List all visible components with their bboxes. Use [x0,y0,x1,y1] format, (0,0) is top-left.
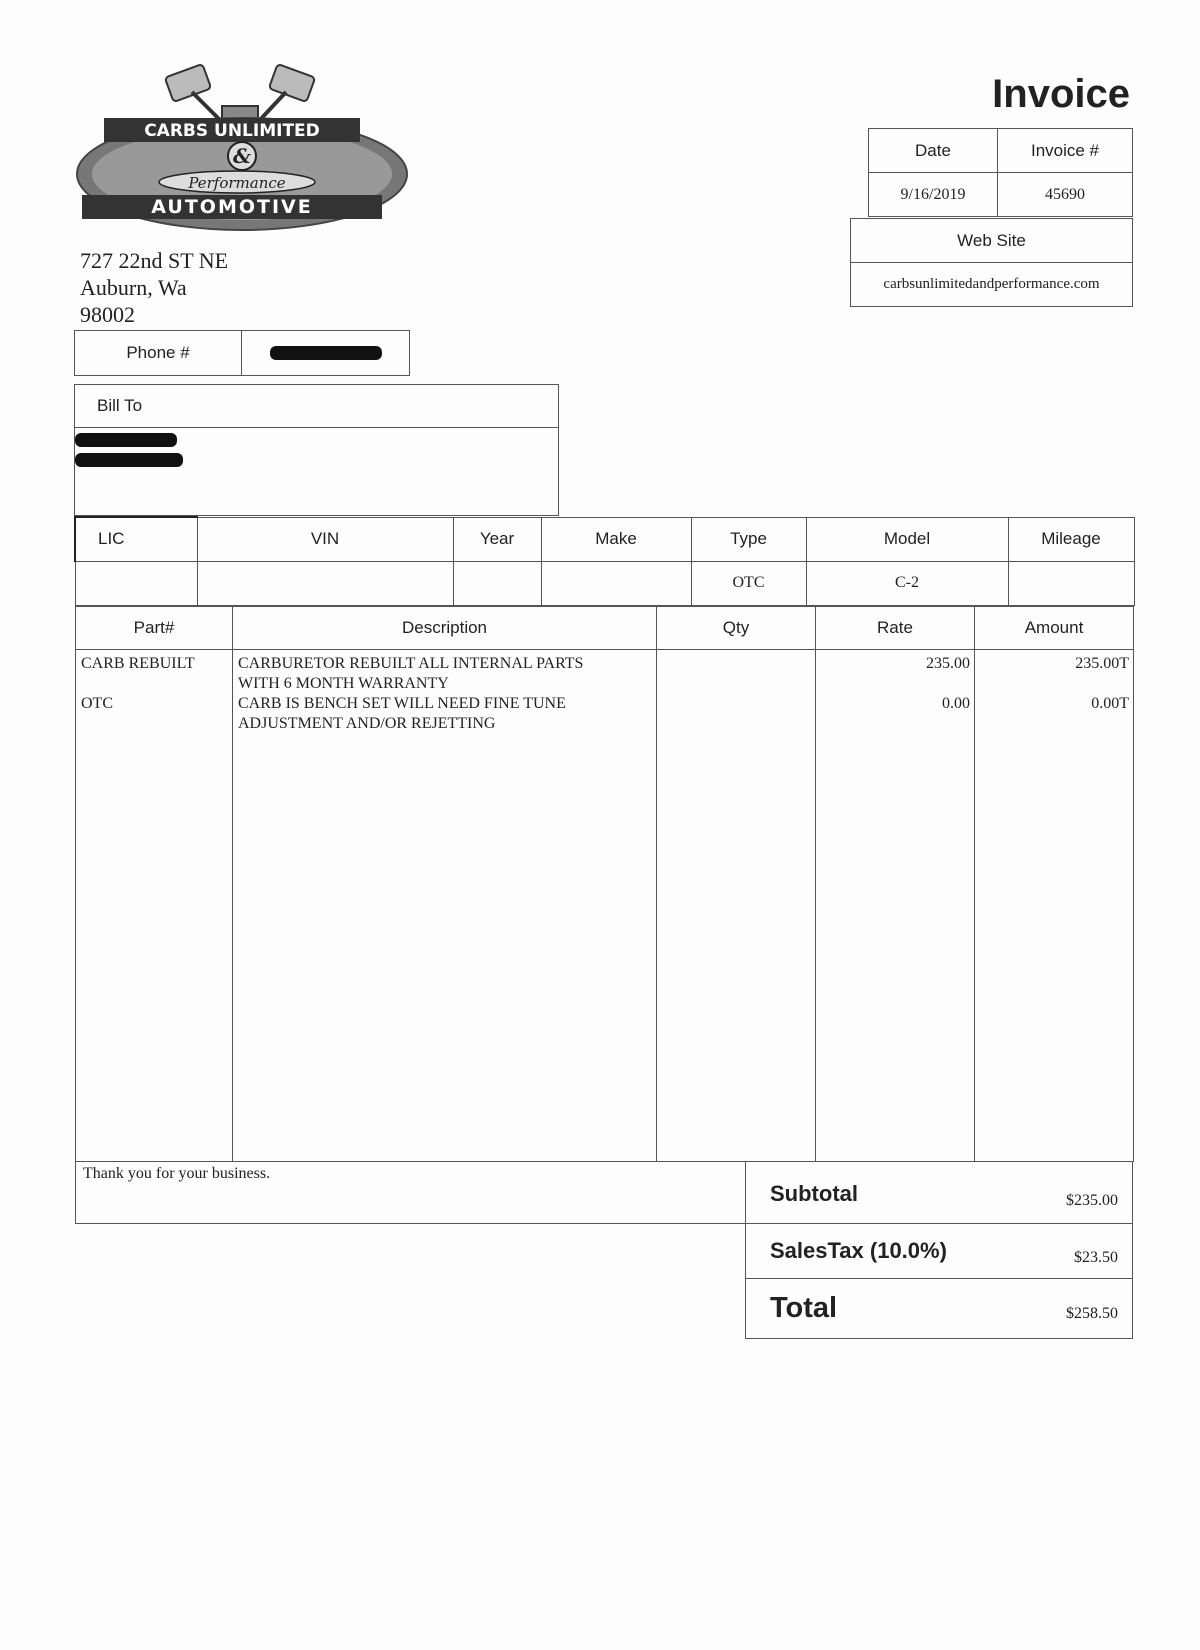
items-amount-column [975,650,1134,1162]
item-qty [662,694,811,734]
total-row [746,1278,1132,1340]
subtotal-label: Subtotal [770,1181,858,1206]
logo-line1: CARBS UNLIMITED [144,121,320,141]
vehicle-lic [75,561,197,605]
sales-tax-row [746,1223,1132,1279]
bill-to-label: Bill To [75,385,558,428]
items-part-column [76,650,233,1162]
company-logo [72,62,412,242]
redacted-phone [270,346,382,360]
items-description-column [233,650,657,1162]
website-label: Web Site [851,219,1133,263]
item-description: ADJUSTMENT AND/OR REJETTING [238,715,496,732]
vehicle-header-make: Make [541,517,691,561]
logo-line2: AUTOMOTIVE [151,196,313,218]
vehicle-header-mileage: Mileage [1008,517,1134,561]
invoice-info-table [868,128,1133,217]
piston-icon [165,64,315,122]
vehicle-header-vin: VIN [197,517,453,561]
vehicle-header-lic: LIC [75,517,197,561]
logo-graphic [72,62,412,242]
totals-box [745,1161,1133,1339]
phone-box [74,330,410,376]
item-qty [662,654,811,694]
item-description: CARBURETOR REBUILT ALL INTERNAL PARTS [238,655,584,672]
logo-amp: & [232,144,252,168]
phone-label: Phone # [75,331,242,375]
subtotal-row [746,1162,1132,1224]
date-label: Date [869,129,998,173]
website-table [850,218,1133,307]
address-city: Auburn, Wa [80,275,187,300]
item-part: OTC [81,695,113,712]
items-header-qty: Qty [657,607,816,650]
vehicle-mileage [1008,561,1134,605]
item-description: CARB IS BENCH SET WILL NEED FINE TUNE [238,695,566,712]
items-rate-column [816,650,975,1162]
invoice-number: 45690 [998,173,1133,217]
vehicle-type: OTC [691,561,806,605]
invoice-date: 9/16/2019 [869,173,998,217]
invoice-title: Invoice [992,72,1130,116]
logo-script: Performance [188,174,286,192]
vehicle-header-year: Year [453,517,541,561]
items-header-part: Part# [76,607,233,650]
vehicle-table [74,516,1135,606]
item-rate: 0.00 [942,695,970,712]
items-header-description: Description [233,607,657,650]
items-header-amount: Amount [975,607,1134,650]
items-qty-column [657,650,816,1162]
sales-tax-value: $23.50 [1074,1249,1118,1266]
address-zip: 98002 [80,302,135,327]
phone-value [242,331,409,375]
vehicle-header-model: Model [806,517,1008,561]
invoice-number-label: Invoice # [998,129,1133,173]
item-amount: 235.00T [1075,655,1129,672]
website-value: carbsunlimitedandperformance.com [851,263,1133,307]
sales-tax-label: SalesTax (10.0%) [770,1238,947,1263]
items-header-rate: Rate [816,607,975,650]
item-description: WITH 6 MONTH WARRANTY [238,675,449,692]
total-value: $258.50 [1066,1305,1118,1322]
vehicle-vin [197,561,453,605]
redacted-phone-2 [75,453,183,467]
total-label: Total [770,1292,838,1324]
vehicle-make [541,561,691,605]
vehicle-year [453,561,541,605]
vehicle-header-type: Type [691,517,806,561]
thank-you-note: Thank you for your business. [83,1165,271,1182]
line-items-table [75,606,1133,1162]
item-rate: 235.00 [926,655,970,672]
item-part: CARB REBUILT [81,655,195,672]
address-street: 727 22nd ST NE [80,248,229,273]
bill-to-box [74,384,559,516]
redacted-name [75,433,177,447]
vehicle-model: C-2 [806,561,1008,605]
thank-you-box [75,1161,746,1224]
subtotal-value: $235.00 [1066,1192,1118,1209]
item-amount: 0.00T [1091,695,1129,712]
